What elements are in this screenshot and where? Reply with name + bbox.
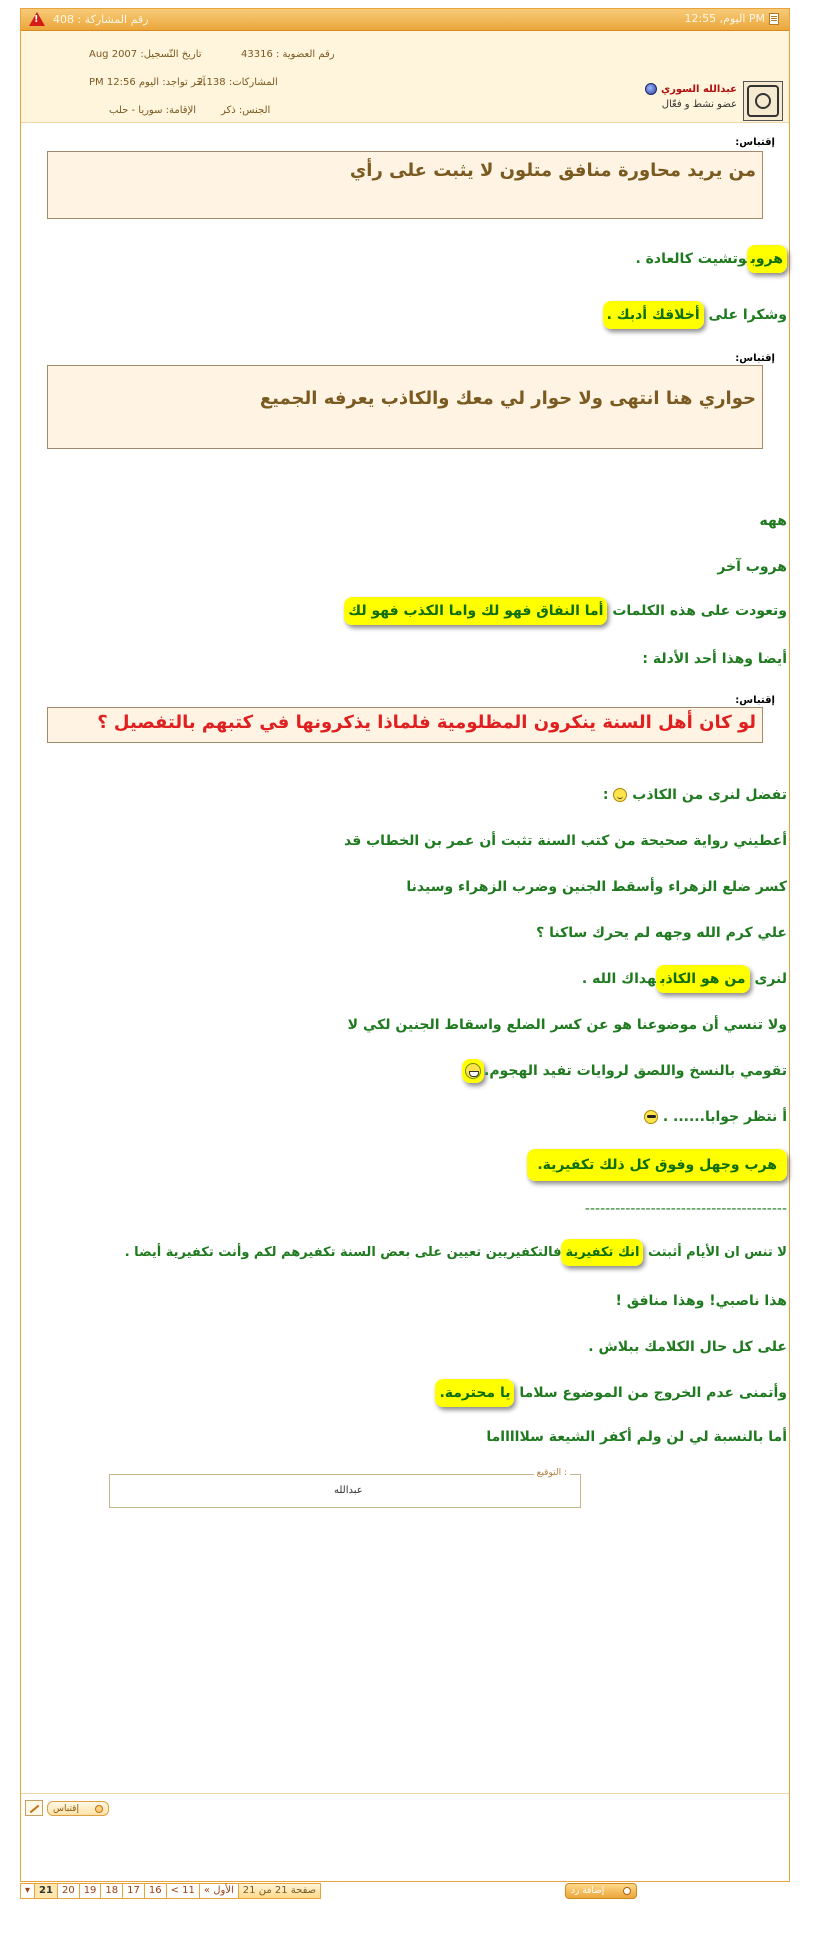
- text-line: هذا ناصبي! وهذا منافق !: [615, 1293, 787, 1309]
- signature-image: عبدالله: [334, 1485, 363, 1496]
- quote-label: إقتباس:: [735, 353, 775, 364]
- quote-box: [47, 365, 763, 449]
- highlight: انك تكفيرية: [561, 1239, 643, 1266]
- quote-text: لو كان أهل السنة ينكرون المظلومية فلماذا يذكرونها في كتبهم بالتفصيل ؟: [97, 712, 756, 733]
- edit-icon[interactable]: [25, 1800, 43, 1816]
- cool-icon: [644, 1110, 658, 1124]
- post-footer: [21, 1793, 789, 1821]
- post-date: [684, 12, 779, 25]
- text-line: علي كرم الله وجهه لم يحرك ساكنا ؟: [536, 925, 787, 941]
- post-icon: [769, 13, 779, 25]
- user-title: عضو نشط و فعّال: [661, 99, 737, 110]
- page-link[interactable]: 18: [101, 1883, 123, 1899]
- signature-label: التوقيع :: [534, 1468, 570, 1478]
- quote-label: إقتباس:: [735, 137, 775, 148]
- username-link[interactable]: عبدالله السوري: [660, 83, 737, 95]
- quote-box: [47, 151, 763, 219]
- quote-button[interactable]: [47, 1801, 109, 1816]
- divider: ----------------------------------------: [584, 1201, 787, 1217]
- text-line: وشكرا على أخلاقك أدبك .: [603, 307, 787, 323]
- highlight: [462, 1059, 484, 1083]
- post-number-label[interactable]: رقم المشاركة : 408: [53, 12, 149, 26]
- smile-icon: [613, 788, 627, 802]
- text-line: أعطيني رواية صحيحة من كتب السنة تثبت أن عمر بن الخطاب قد: [343, 833, 787, 849]
- text-line: ولا تنسي أن موضوعنا هو عن كسر الضلع واسقاط الجنين لكي لا: [347, 1017, 787, 1033]
- reply-button-icon: [623, 1887, 631, 1895]
- username-row: [645, 83, 737, 95]
- registration-date: تاريخ التّسجيل: Aug 2007: [89, 49, 202, 60]
- text-line: هروبوتشيت كالعادة .: [635, 251, 787, 267]
- highlight: هروب: [747, 245, 787, 273]
- page-link[interactable]: 20: [58, 1883, 80, 1899]
- post-number: [29, 12, 148, 26]
- quote-label: إقتباس:: [735, 695, 775, 706]
- quote-box: [47, 707, 763, 743]
- report-warning-icon[interactable]: [29, 12, 45, 26]
- post-date-label: اليوم, 12:55 PM: [684, 12, 765, 25]
- page-link[interactable]: < 11: [167, 1883, 200, 1899]
- text-line: كسر ضلع الزهراء وأسقط الجنين وضرب الزهراء وسيدنا: [406, 879, 787, 895]
- add-reply-button[interactable]: [565, 1883, 637, 1899]
- avatar[interactable]: [743, 81, 783, 121]
- text-line: وتعودت على هذه الكلمات أما النفاق فهو لك واما الكذب فهو لك: [344, 603, 787, 619]
- last-seen: آخر تواجد: اليوم 12:56 PM: [89, 77, 206, 88]
- highlight: من هو الكاذب: [656, 965, 749, 993]
- text-line: هروب آخر: [717, 559, 787, 575]
- quote-text: من يريد محاورة منافق متلون لا يثبت على رأي: [349, 160, 756, 181]
- pagination: [20, 1883, 321, 1899]
- reply-button-label: إضافة رد: [571, 1886, 605, 1896]
- quote-button-label: إقتباس: [53, 1803, 79, 1814]
- text-line: لا تنس ان الأيام أثبتت انك تكفيريةفالتكفيريين تعيين على بعض السنة تكفيرهم لكم وأنت تكفيرية أيضا .: [125, 1245, 787, 1260]
- message-body: [21, 123, 789, 1793]
- grin-icon: [465, 1063, 481, 1079]
- residence: الإقامة: سوريا - حلب: [109, 105, 197, 116]
- text-line: تقومي بالنسخ واللصق لروايات تفيد الهجوم.: [462, 1063, 787, 1079]
- quote-button-icon: [95, 1805, 103, 1813]
- highlight: أخلاقك أدبك .: [603, 301, 704, 329]
- post-container: [20, 8, 790, 1882]
- text-line: على كل حال الكلامك ببلاش .: [588, 1339, 787, 1355]
- member-id: رقم العضوية : 43316: [241, 49, 335, 60]
- text-line: تفضل لنرى من الكاذب :: [602, 787, 787, 803]
- text-line: وأتمنى عدم الخروج من الموضوع سلاما يا محترمة.: [435, 1385, 787, 1401]
- user-info-panel: [21, 31, 789, 123]
- page-link[interactable]: 16: [145, 1883, 167, 1899]
- page-info: صفحة 21 من 21: [239, 1883, 321, 1899]
- quote-text: حواري هنا انتهى ولا حوار لي معك والكاذب يعرفه الجميع: [259, 388, 756, 409]
- text-line: [527, 1157, 787, 1173]
- text-line: لنرى من هو الكاذبهداك الله .: [582, 971, 787, 987]
- text-line: أيضا وهذا أحد الأدلة :: [642, 651, 787, 667]
- highlight: أما النفاق فهو لك واما الكذب فهو لك: [344, 597, 607, 625]
- highlight: يا محترمة.: [435, 1379, 514, 1407]
- post-count: المشاركات: 2,138: [197, 77, 278, 88]
- text-line: ههه: [759, 513, 787, 529]
- online-status-icon: [645, 83, 657, 95]
- text-line: أ نتظر جوابا...... .: [644, 1109, 787, 1125]
- page-link[interactable]: 17: [123, 1883, 145, 1899]
- page-link[interactable]: 19: [80, 1883, 102, 1899]
- gender: الجنس: ذكر: [221, 105, 271, 116]
- page-first-link[interactable]: « الأول: [200, 1883, 239, 1899]
- text-line: أما بالنسبة لي لن ولم أكفر الشيعة سلاااااما: [486, 1429, 787, 1445]
- post-header: [21, 9, 789, 31]
- signature-box: [109, 1468, 581, 1508]
- highlight: هرب وجهل وفوق كل ذلك تكفيرية.: [527, 1149, 787, 1181]
- page-current: 21: [35, 1883, 58, 1899]
- pagination-menu-icon[interactable]: ▾: [20, 1883, 35, 1899]
